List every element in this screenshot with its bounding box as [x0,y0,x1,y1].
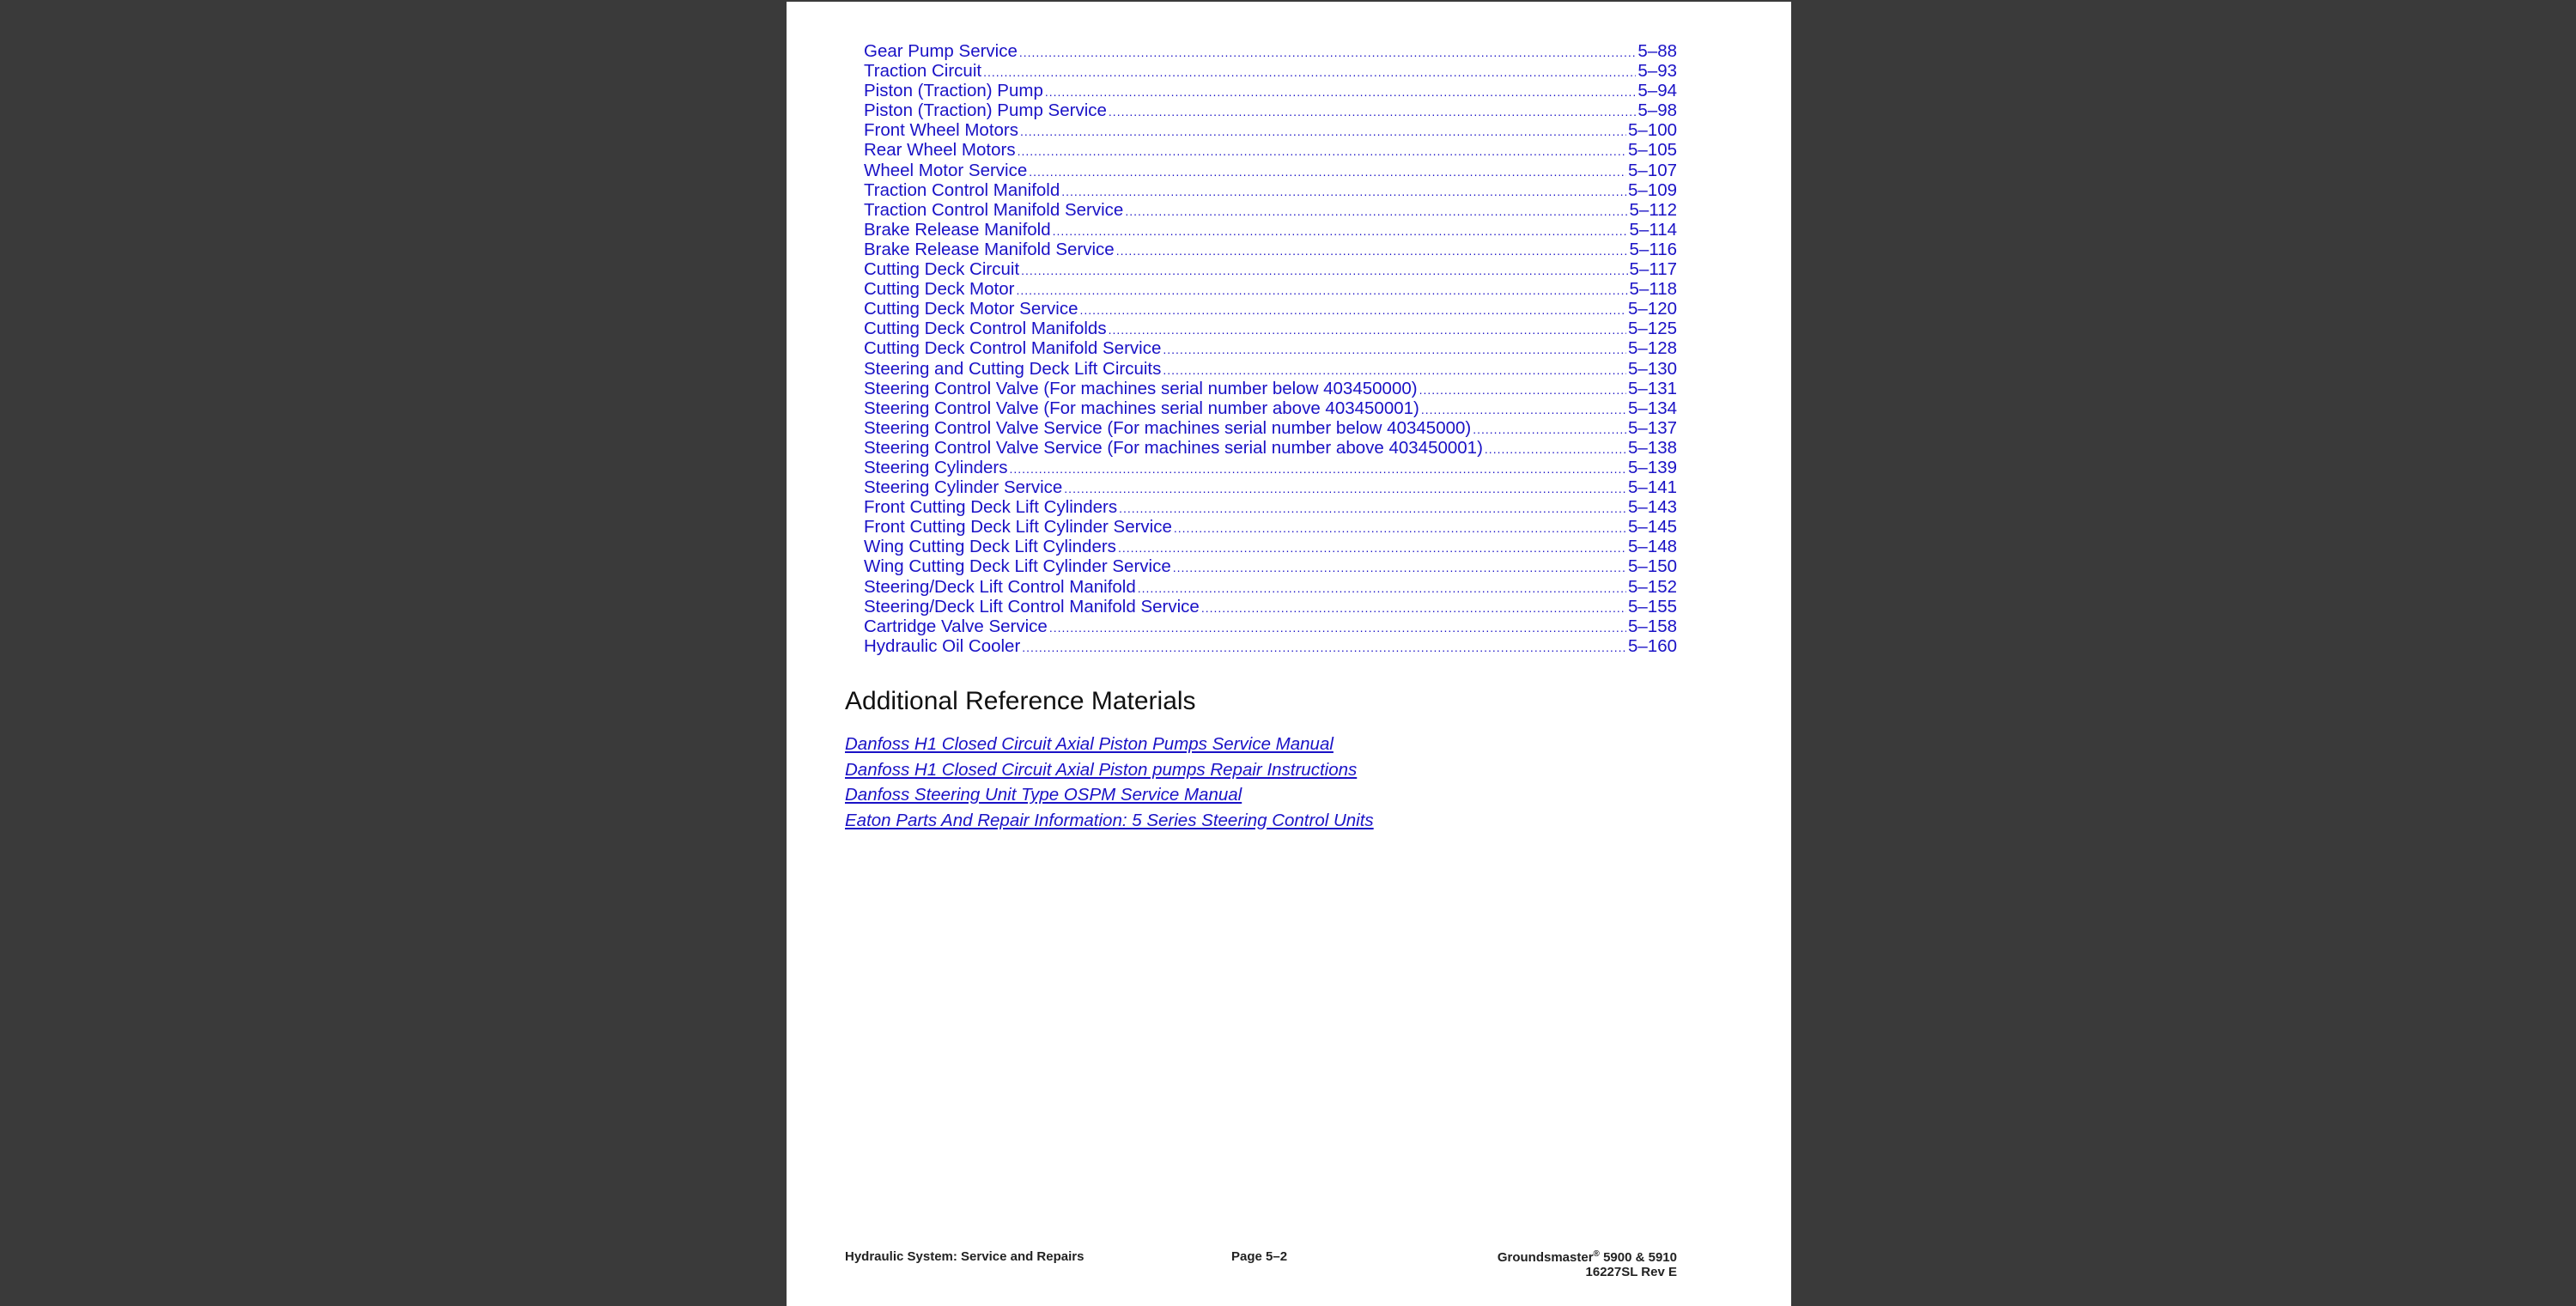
toc-entry-page: 5–125 [1627,319,1677,339]
toc-entry-title: Steering Control Valve Service (For machines serial number above 403450001) [864,437,1483,458]
toc-entry[interactable] [864,100,1677,120]
toc-entry-title: Cutting Deck Motor Service [864,299,1078,319]
toc-entry[interactable] [864,81,1677,100]
toc-entry-title: Steering/Deck Lift Control Manifold Service [864,596,1200,617]
toc-entry-page: 5–112 [1629,199,1677,220]
toc-dot-leader [1029,162,1626,182]
toc-entry[interactable] [864,379,1677,398]
toc-entry-page: 5–141 [1627,477,1677,498]
toc-entry-page: 5–128 [1627,338,1677,359]
toc-dot-leader [1201,598,1626,618]
toc-dot-leader [1118,538,1626,558]
toc-dot-leader [1010,459,1626,479]
toc-entry-page: 5–152 [1627,576,1677,597]
toc-entry[interactable] [864,617,1677,636]
toc-entry[interactable] [864,161,1677,180]
toc-entry[interactable] [864,120,1677,140]
toc-dot-leader [1045,82,1637,102]
toc-entry-page: 5–130 [1627,358,1677,379]
page-footer [845,1247,1677,1281]
toc-entry-title: Steering Control Valve Service (For machines serial number below 40345000) [864,417,1472,438]
toc-entry-title: Wing Cutting Deck Lift Cylinder Service [864,556,1171,577]
toc-entry-page: 5–131 [1627,378,1677,398]
toc-entry-page: 5–98 [1637,100,1677,121]
footer-product-info [1498,1247,1677,1279]
toc-dot-leader [1019,43,1637,63]
toc-dot-leader [1163,340,1626,360]
toc-entry[interactable] [864,517,1677,537]
reference-item [845,782,1374,808]
toc-entry-page: 5–155 [1627,596,1677,617]
toc-entry[interactable] [864,438,1677,458]
toc-entry[interactable] [864,418,1677,438]
toc-entry-page: 5–145 [1627,517,1677,538]
toc-entry-page: 5–148 [1627,537,1677,557]
reference-item [845,808,1374,834]
toc-entry-page: 5–117 [1629,259,1677,280]
toc-entry[interactable] [864,359,1677,379]
toc-dot-leader [1173,558,1626,578]
footer-document-number: 16227SL Rev E [1585,1265,1677,1279]
toc-entry[interactable] [864,497,1677,517]
footer-product-name: Groundsmaster® 5900 & 5910 [1497,1249,1677,1265]
reference-link[interactable]: Eaton Parts And Repair Information: 5 Series Steering Control Units [845,810,1374,830]
toc-dot-leader [1018,142,1626,161]
toc-dot-leader [1174,519,1626,538]
toc-entry-page: 5–143 [1627,497,1677,518]
toc-entry-page: 5–93 [1637,61,1677,82]
toc-entry[interactable] [864,240,1677,259]
toc-entry-page: 5–107 [1627,160,1677,180]
toc-entry[interactable] [864,577,1677,597]
toc-dot-leader [1021,261,1627,281]
toc-entry[interactable] [864,537,1677,556]
toc-dot-leader [1473,420,1626,440]
toc-dot-leader [1049,618,1626,638]
toc-entry-title: Piston (Traction) Pump Service [864,100,1107,121]
toc-entry-title: Steering Control Valve (For machines serial number above 403450001) [864,398,1419,418]
toc-entry-page: 5–116 [1629,239,1677,259]
toc-entry-title: Cutting Deck Motor [864,279,1015,300]
toc-dot-leader [1109,102,1636,122]
reference-link[interactable]: Danfoss H1 Closed Circuit Axial Piston pumps Repair Instructions [845,759,1358,780]
toc-entry-title: Piston (Traction) Pump [864,81,1043,101]
toc-entry[interactable] [864,338,1677,358]
toc-entry-title: Wing Cutting Deck Lift Cylinders [864,537,1116,557]
toc-entry-page: 5–150 [1627,556,1677,577]
toc-dot-leader [1485,440,1626,459]
toc-entry-page: 5–137 [1627,417,1677,438]
toc-dot-leader [1064,479,1626,499]
toc-entry[interactable] [864,200,1677,220]
toc-dot-leader [1053,222,1628,241]
toc-entry[interactable] [864,477,1677,497]
toc-entry[interactable] [864,259,1677,279]
toc-dot-leader [1116,241,1628,261]
toc-entry-title: Front Cutting Deck Lift Cylinder Service [864,517,1172,538]
document-page [787,2,1791,1306]
toc-dot-leader [1421,400,1626,420]
toc-entry[interactable] [864,458,1677,477]
toc-entry-page: 5–138 [1627,437,1677,458]
toc-entry-title: Steering and Cutting Deck Lift Circuits [864,358,1162,379]
toc-entry-title: Gear Pump Service [864,41,1018,61]
toc-entry-page: 5–109 [1627,179,1677,200]
toc-entry[interactable] [864,299,1677,319]
toc-entry[interactable] [864,597,1677,617]
toc-entry-title: Traction Control Manifold Service [864,199,1124,220]
toc-dot-leader [1163,361,1626,380]
toc-dot-leader [1419,380,1626,400]
toc-entry[interactable] [864,140,1677,160]
toc-entry-title: Wheel Motor Service [864,160,1028,180]
toc-entry-title: Steering Cylinders [864,457,1008,477]
toc-dot-leader [1020,122,1626,142]
toc-dot-leader [1061,182,1626,202]
toc-entry-page: 5–134 [1627,398,1677,418]
toc-dot-leader [1119,499,1626,519]
toc-entry-page: 5–118 [1629,279,1677,300]
toc-entry[interactable] [864,220,1677,240]
toc-entry-title: Hydraulic Oil Cooler [864,635,1021,656]
toc-dot-leader [1125,202,1627,222]
toc-entry-page: 5–139 [1627,457,1677,477]
toc-entry-title: Cutting Deck Control Manifolds [864,319,1107,339]
toc-entry[interactable] [864,279,1677,299]
toc-entry-page: 5–94 [1637,81,1677,101]
reference-item [845,757,1374,783]
toc-entry[interactable] [864,398,1677,418]
toc-entry-title: Traction Circuit [864,61,982,82]
toc-entry-title: Brake Release Manifold [864,219,1051,240]
toc-entry-page: 5–88 [1637,41,1677,61]
toc-entry[interactable] [864,180,1677,200]
toc-entry-page: 5–114 [1629,219,1677,240]
table-of-contents [864,41,1677,656]
additional-reference-heading: Additional Reference Materials [845,687,1196,715]
toc-entry-title: Rear Wheel Motors [864,140,1016,161]
toc-entry[interactable] [864,636,1677,656]
toc-entry-page: 5–105 [1627,140,1677,161]
toc-entry[interactable] [864,61,1677,81]
toc-entry-title: Cartridge Valve Service [864,616,1048,636]
toc-entry-title: Steering Control Valve (For machines serial number below 403450000) [864,378,1418,398]
toc-dot-leader [1080,301,1626,320]
reference-link[interactable]: Danfoss Steering Unit Type OSPM Service Manual [845,785,1242,805]
toc-dot-leader [983,63,1636,82]
toc-dot-leader [1138,579,1626,598]
toc-entry-page: 5–120 [1627,299,1677,319]
toc-entry-title: Cutting Deck Circuit [864,259,1020,280]
toc-entry-page: 5–160 [1627,635,1677,656]
toc-entry-title: Front Cutting Deck Lift Cylinders [864,497,1118,518]
toc-entry-title: Traction Control Manifold [864,179,1060,200]
toc-dot-leader [1016,281,1627,301]
toc-entry-title: Front Wheel Motors [864,120,1018,141]
toc-entry-page: 5–158 [1627,616,1677,636]
toc-entry-title: Cutting Deck Control Manifold Service [864,338,1162,359]
additional-reference-list [845,732,1374,833]
reference-link[interactable]: Danfoss H1 Closed Circuit Axial Piston Pumps Service Manual [845,734,1334,754]
toc-entry-title: Steering/Deck Lift Control Manifold [864,576,1136,597]
footer-section-title: Hydraulic System: Service and Repairs [845,1249,1084,1264]
toc-entry[interactable] [864,41,1677,61]
toc-dot-leader [1109,320,1626,340]
toc-entry-page: 5–100 [1627,120,1677,141]
toc-entry-title: Steering Cylinder Service [864,477,1063,498]
toc-entry[interactable] [864,319,1677,338]
toc-entry-title: Brake Release Manifold Service [864,239,1115,259]
toc-dot-leader [1022,638,1626,658]
toc-entry[interactable] [864,556,1677,576]
footer-page-number: Page 5–2 [1231,1249,1288,1264]
reference-item [845,732,1374,757]
